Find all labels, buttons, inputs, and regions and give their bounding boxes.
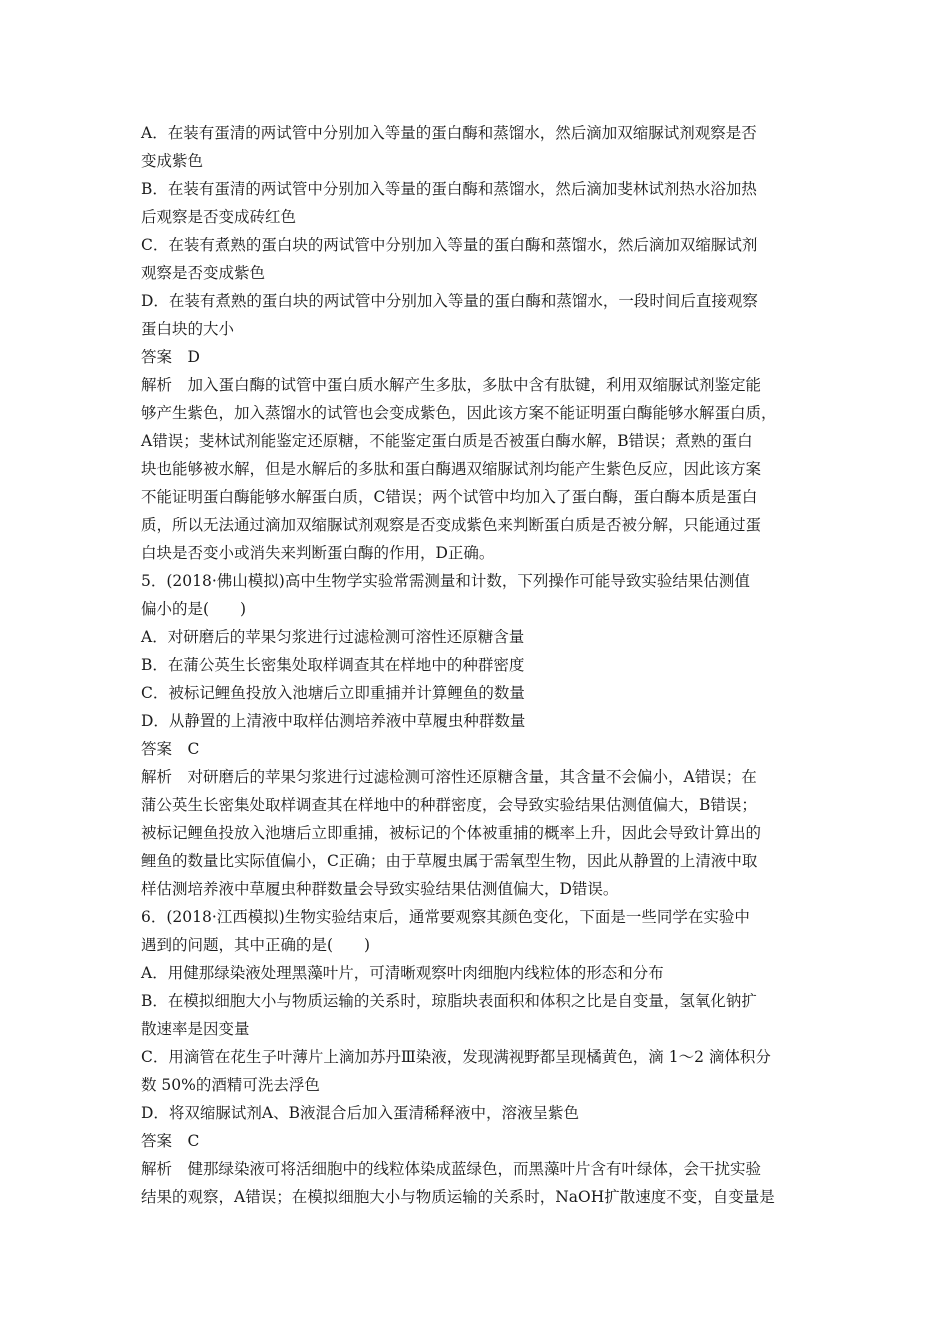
text-line: 块也能够被水解，但是水解后的多肽和蛋白酶遇双缩脲试剂均能产生紫色反应，因此该方案 — [141, 460, 762, 478]
text-line: 解析 对研磨后的苹果匀浆进行过滤检测可溶性还原糖含量，其含量不会偏小，A错误；在 — [141, 768, 757, 786]
text-line: 结果的观察，A错误；在模拟细胞大小与物质运输的关系时，NaOH扩散速度不变，自变量是 — [141, 1188, 775, 1206]
text-line: 5．(2018·佛山模拟)高中生物学实验常需测量和计数，下列操作可能导致实验结果估测值 — [141, 572, 750, 590]
text-line: 质，所以无法通过滴加双缩脲试剂观察是否变成紫色来判断蛋白质是否被分解，只能通过蛋 — [141, 516, 762, 534]
text-line: 6．(2018·江西模拟)生物实验结束后，通常要观察其颜色变化，下面是一些同学在实验中 — [141, 908, 750, 926]
text-line: A．用健那绿染液处理黑藻叶片，可清晰观察叶肉细胞内线粒体的形态和分布 — [141, 964, 664, 982]
text-line: B．在模拟细胞大小与物质运输的关系时，琼脂块表面积和体积之比是自变量，氢氧化钠扩 — [141, 992, 757, 1010]
text-line: 观察是否变成紫色 — [141, 264, 266, 282]
text-line: C．被标记鲤鱼投放入池塘后立即重捕并计算鲤鱼的数量 — [141, 684, 525, 702]
text-line: D．将双缩脲试剂A、B液混合后加入蛋清稀释液中，溶液呈紫色 — [141, 1104, 580, 1122]
text-line: 蛋白块的大小 — [141, 320, 235, 338]
text-line: A．对研磨后的苹果匀浆进行过滤检测可溶性还原糖含量 — [141, 628, 525, 646]
text-line: A．在装有蛋清的两试管中分别加入等量的蛋白酶和蒸馏水，然后滴加双缩脲试剂观察是否 — [141, 124, 757, 142]
text-line: C．在装有煮熟的蛋白块的两试管中分别加入等量的蛋白酶和蒸馏水，然后滴加双缩脲试剂 — [141, 236, 758, 254]
text-line: 变成紫色 — [141, 152, 204, 170]
text-line: D．从静置的上清液中取样估测培养液中草履虫种群数量 — [141, 712, 526, 730]
text-line: 蒲公英生长密集处取样调查其在样地中的种群密度，会导致实验结果估测值偏大，B错误； — [141, 796, 757, 814]
text-line: 解析 健那绿染液可将活细胞中的线粒体染成蓝绿色，而黑藻叶片含有叶绿体，会干扰实验 — [141, 1160, 762, 1178]
text-line: 鲤鱼的数量比实际值偏小，C正确；由于草履虫属于需氧型生物，因此从静置的上清液中取 — [141, 852, 758, 870]
text-line: 答案 C — [141, 1132, 200, 1150]
text-line: C．用滴管在花生子叶薄片上滴加苏丹Ⅲ染液，发现满视野都呈现橘黄色，滴 1～2 滴体积分 — [141, 1048, 771, 1066]
text-line: 散速率是因变量 — [141, 1020, 250, 1038]
text-line: 被标记鲤鱼投放入池塘后立即重捕，被标记的个体被重捕的概率上升，因此会导致计算出的 — [141, 824, 762, 842]
text-line: B．在蒲公英生长密集处取样调查其在样地中的种群密度 — [141, 656, 525, 674]
text-line: 数 50%的酒精可洗去浮色 — [141, 1076, 320, 1094]
document-page — [141, 119, 821, 1211]
text-line: 遇到的问题，其中正确的是( ) — [141, 936, 371, 954]
text-line: 样估测培养液中草履虫种群数量会导致实验结果估测值偏大，D错误。 — [141, 880, 619, 898]
text-line: D．在装有煮熟的蛋白块的两试管中分别加入等量的蛋白酶和蒸馏水，一段时间后直接观察 — [141, 292, 758, 310]
text-line: 够产生紫色，加入蒸馏水的试管也会变成紫色，因此该方案不能证明蛋白酶能够水解蛋白质， — [141, 404, 777, 422]
text-line: A错误；斐林试剂能鉴定还原糖，不能鉴定蛋白质是否被蛋白酶水解，B错误；煮熟的蛋白 — [141, 432, 753, 450]
text-line: 后观察是否变成砖红色 — [141, 208, 297, 226]
text-line: 白块是否变小或消失来判断蛋白酶的作用，D正确。 — [141, 544, 495, 562]
text-line: 偏小的是( ) — [141, 600, 247, 618]
text-line: 解析 加入蛋白酶的试管中蛋白质水解产生多肽，多肽中含有肽键，利用双缩脲试剂鉴定能 — [141, 376, 762, 394]
text-line: 答案 C — [141, 740, 200, 758]
text-line: 答案 D — [141, 348, 200, 366]
text-line: 不能证明蛋白酶能够水解蛋白质，C错误；两个试管中均加入了蛋白酶，蛋白酶本质是蛋白 — [141, 488, 758, 506]
text-line: B．在装有蛋清的两试管中分别加入等量的蛋白酶和蒸馏水，然后滴加斐林试剂热水浴加热 — [141, 180, 757, 198]
